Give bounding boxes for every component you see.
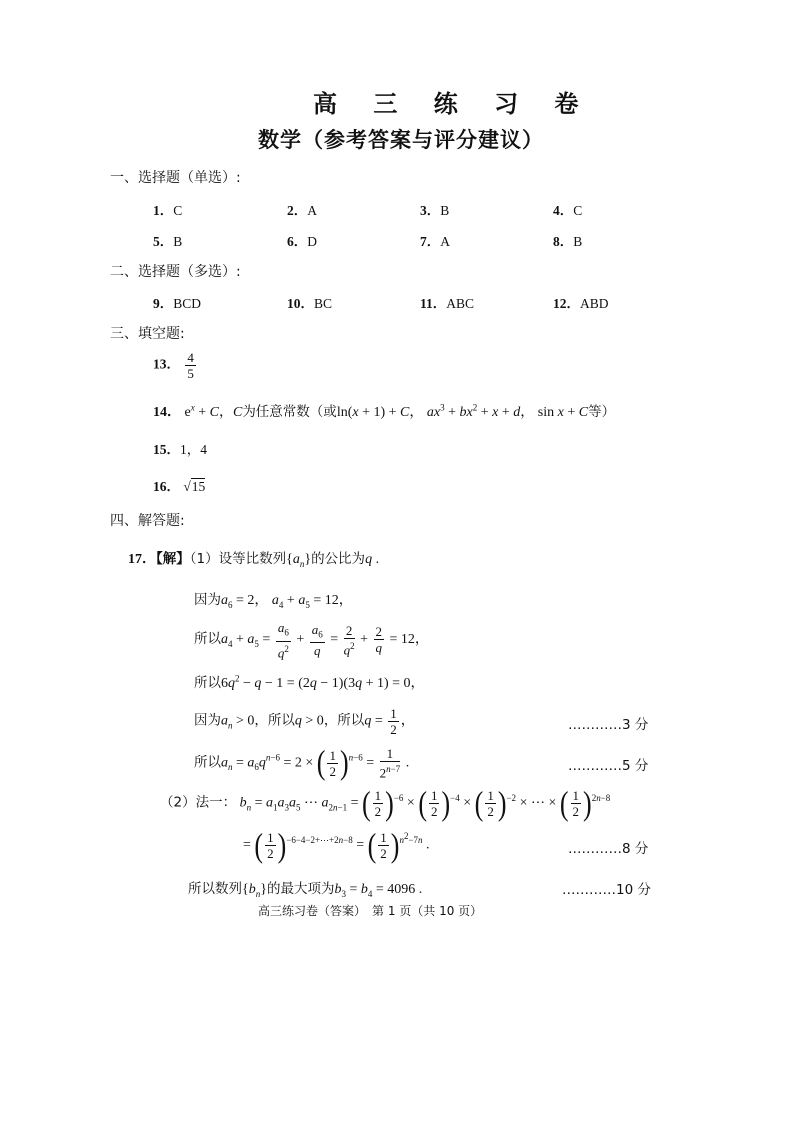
q17-intro: 17．【解】（1）设等比数列$\{a_n\}$的公比为q . (128, 551, 380, 569)
answer-item: 10．BC (287, 296, 333, 311)
answer-item: 9．BCD (153, 296, 202, 311)
fill-answer-13: 13． $\frac{4}{5}$ (153, 350, 194, 381)
answer-item: 7．A (420, 234, 450, 249)
q17-step-2: 所以$a_4 + a_5$ = $\frac{a_6}{q^2}$ + $\frac{a_6}{q}$ = $\frac{2}{q^2}$ + $\frac{2}{q}$ = 12， (194, 620, 429, 660)
fill-answer-16: 16． √15 (153, 479, 206, 494)
page-footer: 高三练习卷（答案） 第 1 页（共 10 页） (258, 904, 483, 918)
q17-part2-line2: = ( $\frac{1}{2}$ )$^{-6-4-2+\cdots+2n-8}$ = ( $\frac{1}{2}$ )$^{n^2-7n}$ . (243, 826, 430, 864)
answer-item: 11．ABC (420, 296, 475, 311)
page-title: 高 三 练 习 卷 (313, 90, 593, 118)
section-fill-blank: 三、填空题: (110, 326, 185, 342)
score-mark: …………8 分 (568, 841, 649, 857)
section-multi-choice: 二、选择题（多选）: (110, 264, 241, 280)
q17-conclusion: 所以数列$\{b_n\}$的最大项为$b_3 = b_4 = 4096$ . (188, 881, 423, 899)
score-mark: …………5 分 (568, 758, 649, 774)
answer-item: 12．ABD (553, 296, 609, 311)
q17-step-4: 因为$a_n > 0$，所以q > 0，所以q = $\frac{1}{2}$ ， (194, 706, 415, 737)
answer-item: 4．C (553, 203, 583, 218)
answer-item: 1．C (153, 203, 183, 218)
answer-item: 3．B (420, 203, 450, 218)
q17-step-1: 因为$a_6 = 2$， $a_4 + a_5 = 12$， (194, 592, 353, 610)
section-single-choice: 一、选择题（单选）: (110, 170, 241, 186)
score-mark: …………3 分 (568, 717, 649, 733)
answer-item: 8．B (553, 234, 583, 249)
answer-item: 6．D (287, 234, 317, 249)
fill-answer-14: 14． $e^x + C$，C为任意常数（或ln(x + 1) + C， $ax^3 + bx^2 + x + d$， sin x + C等） (153, 402, 616, 420)
q17-step-3: 所以$6q^2 - q - 1 = (2q - 1)(3q + 1) = 0$， (194, 673, 425, 691)
answer-item: 2．A (287, 203, 317, 218)
fraction: $\frac{4}{5}$ (187, 350, 194, 381)
answer-item: 5．B (153, 234, 183, 249)
score-mark: …………10 分 (562, 882, 651, 898)
section-solutions: 四、解答题: (110, 513, 185, 529)
q17-step-5: 所以$a_n = a_6q^{n-6} = 2$ × ( $\frac{1}{2}$ )$^{n-6}$ = $\frac{1}{2^{n-7}}$ . (194, 743, 410, 782)
page-subtitle: 数学（参考答案与评分建议） (258, 128, 544, 152)
q17-part2-line1: （2）法一： $b_n = a_1a_3a_5$ ⋯ $a_{2n-1}$ = ( $\frac{1}{2}$ )$^{-6}$ × ( $\frac{1}{2}$ )$^{-4}$ × ( $\frac{1}{2}$ )$^{-2}$ × ⋯ × ( $\frac{1}{2}$ )$^{2n-8}$ (160, 784, 611, 822)
fill-answer-15: 15．1，4 (153, 442, 207, 457)
